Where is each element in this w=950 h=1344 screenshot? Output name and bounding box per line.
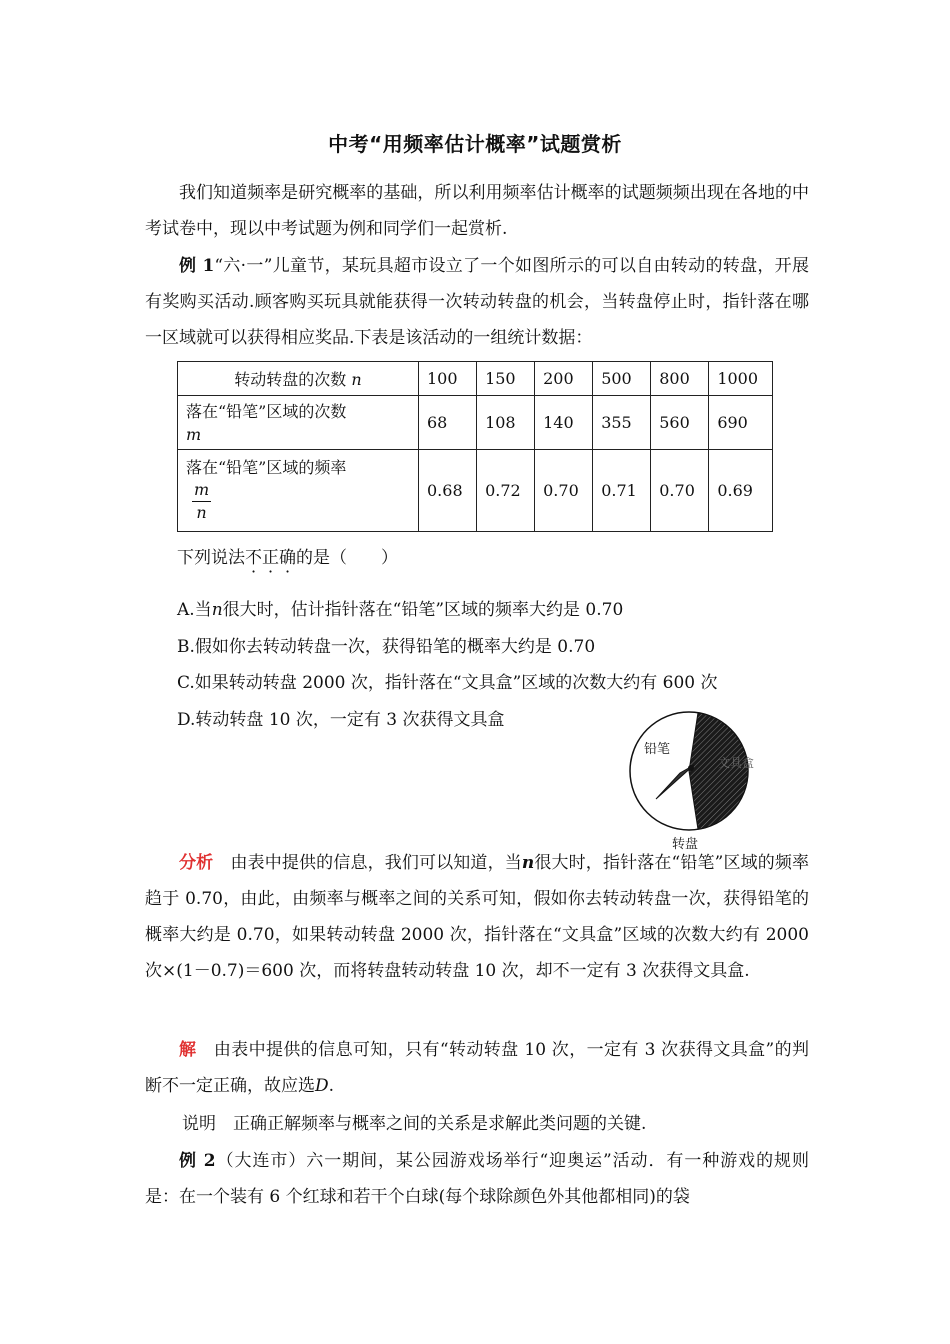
note-paragraph: 说明 正确正解频率与概率之间的关系是求解此类问题的关键. bbox=[182, 1114, 647, 1134]
table-cell: 0.70 bbox=[651, 450, 709, 532]
example2-text: （大连市）六一期间，某公园游戏场举行“迎奥运”活动．有一种游戏的规则是：在一个装有 6 个红球和若干个白球(每个球除颜色外其他都相同)的袋 bbox=[145, 1151, 809, 1207]
table-row bbox=[178, 396, 773, 450]
table-cell: 0.68 bbox=[419, 450, 477, 532]
table-cell: 140 bbox=[535, 396, 593, 450]
fraction: $\frac{m}{n}$ bbox=[194, 480, 210, 522]
pointer-pivot bbox=[688, 765, 694, 771]
table-cell: 690 bbox=[709, 396, 773, 450]
statistics-table bbox=[177, 361, 773, 532]
note-label: 说明 bbox=[182, 1114, 216, 1134]
table-cell: 0.69 bbox=[709, 450, 773, 532]
table-cell: 落在“铅笔”区域的次数 m bbox=[178, 396, 419, 450]
table-cell: 355 bbox=[593, 396, 651, 450]
table-cell: 200 bbox=[535, 362, 593, 396]
spinner-figure bbox=[620, 705, 800, 855]
table-row bbox=[178, 362, 773, 396]
page-title: 中考“用频率估计概率”试题赏析 bbox=[328, 132, 622, 156]
option-b: B.假如你去转动转盘一次，获得铅笔的概率大约是 0.70 bbox=[177, 637, 596, 657]
table-cell: 1000 bbox=[709, 362, 773, 396]
stationery-box-label: 文具盒 bbox=[718, 756, 755, 770]
figure-caption: 转盘 bbox=[672, 837, 699, 852]
table-cell: 108 bbox=[477, 396, 535, 450]
table-cell: 68 bbox=[419, 396, 477, 450]
intro-paragraph: 我们知道频率是研究概率的基础，所以利用频率估计概率的试题频频出现在各地的中考试卷中，现以中考试题为例和同学们一起赏析. bbox=[145, 183, 809, 239]
option-a: A.当n很大时，估计指针落在“铅笔”区域的频率大约是 0.70 bbox=[177, 600, 624, 620]
table-cell: 500 bbox=[593, 362, 651, 396]
table-cell: 800 bbox=[651, 362, 709, 396]
analysis-label: 分析 bbox=[179, 853, 214, 873]
question-stem: 下列说法不正确的是（ ） bbox=[177, 548, 398, 568]
option-d: D.转动转盘 10 次，一定有 3 次获得文具盒 bbox=[177, 710, 505, 730]
solution-paragraph: 解 由表中提供的信息可知，只有“转动转盘 10 次，一定有 3 次获得文具盒”的判断不一定正确，故应选D. bbox=[145, 1040, 810, 1096]
example1-label: 例 1 bbox=[179, 256, 215, 276]
table-cell: 560 bbox=[651, 396, 709, 450]
example1-text: “六·一”儿童节，某玩具超市设立了一个如图所示的可以自由转动的转盘，开展有奖购买活动.顾客购买玩具就能获得一次转动转盘的机会，当转盘停止时，指针落在哪一区域就可以获得相应奖品.下表是该活动的一组统计数据： bbox=[145, 256, 809, 348]
table-row bbox=[178, 450, 773, 532]
table-cell: 转动转盘的次数 n bbox=[178, 362, 419, 396]
example1-paragraph bbox=[145, 248, 809, 356]
table-cell: 150 bbox=[477, 362, 535, 396]
example2-label: 例 2 bbox=[179, 1151, 216, 1171]
stationery-box-sector bbox=[689, 713, 748, 830]
table-cell: 100 bbox=[419, 362, 477, 396]
analysis-paragraph: 分析 由表中提供的信息，我们可以知道，当n很大时，指针落在“铅笔”区域的频率趋于 0.70，由此，由频率与概率之间的关系可知，假如你去转动转盘一次，获得铅笔的概率大约是 0.70，如果转动转盘 2000 次，指针落在“文具盒”区域的次数大约有 2000 次×(1－0.7)＝600 次，而将转盘转动转盘 10 次，却不一定有 3 次获得文具盒. bbox=[145, 853, 810, 981]
solution-label: 解 bbox=[179, 1040, 197, 1060]
pencil-label: 铅笔 bbox=[644, 742, 671, 757]
table-cell: 0.72 bbox=[477, 450, 535, 532]
table-cell: 0.70 bbox=[535, 450, 593, 532]
table-cell: 落在“铅笔”区域的频率 $\frac{m}{n}$ bbox=[178, 450, 419, 532]
table-cell: 0.71 bbox=[593, 450, 651, 532]
option-c: C.如果转动转盘 2000 次，指针落在“文具盒”区域的次数大约有 600 次 bbox=[177, 673, 718, 693]
example2-paragraph bbox=[145, 1143, 809, 1215]
